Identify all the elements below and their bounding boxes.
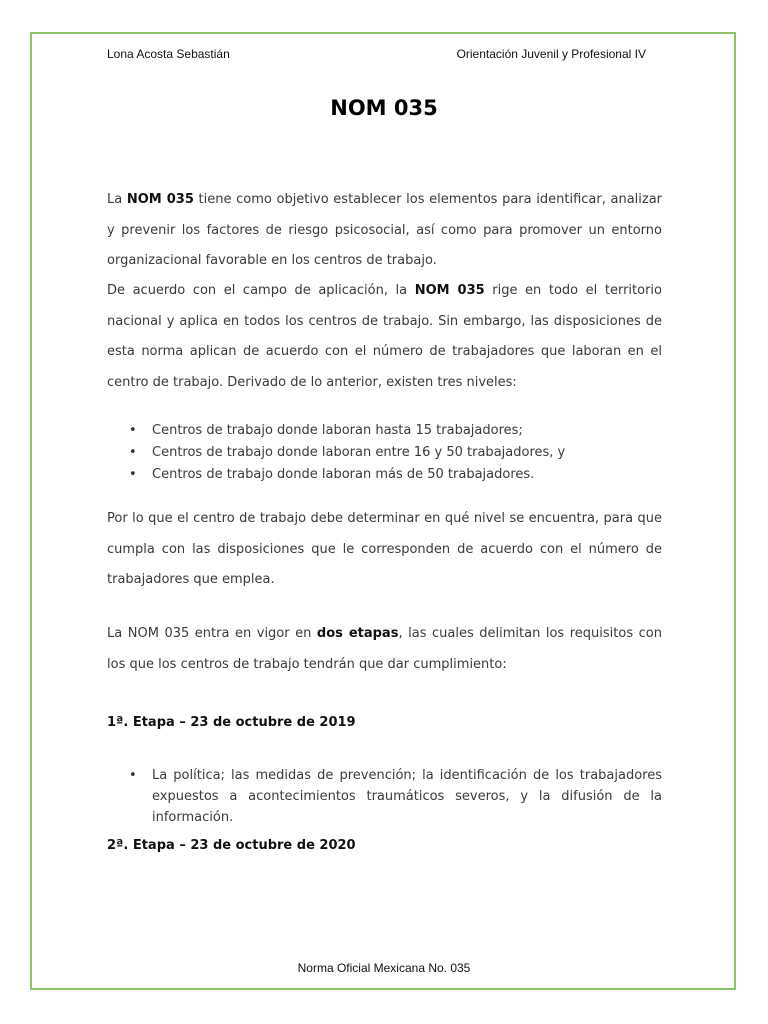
stage1-list [107,765,662,828]
text: , las cuales delimitan los requisitos con los que los centros de trabajo tendrán que dar cumplimiento: [107,626,662,672]
list-item: • Centros de trabajo donde laboran más de 50 trabajadores. [107,464,662,486]
bold-term: NOM 035 [126,192,194,207]
header-course: Orientación Juvenil y Profesional IV [456,47,646,61]
page-footer: Norma Oficial Mexicana No. 035 [297,961,471,975]
paragraph-determine-level [107,504,662,596]
text: La [107,192,127,207]
list-item: • La política; las medidas de prevención; la identificación de los trabajadores expuestos a acontecimientos traumáticos severos, y la difusión de la información. [107,765,662,828]
text: De acuerdo con el campo de aplicación, la [107,283,415,298]
text: rige en todo el territorio nacional y aplica en todos los centros de trabajo. Sin embargo, las disposiciones de esta norma aplican de acuerdo con el número de trabajadores que laboran en el centro de trabajo. Derivado de lo anterior, existen tres niveles: [107,283,662,390]
paragraph-objective [107,185,662,277]
text: Por lo que el centro de trabajo debe determinar en qué nivel se encuentra, para que cumpla con las disposiciones que le corresponden de acuerdo con el número de trabajadores que emplea. [107,511,662,587]
text: tiene como objetivo establecer los elementos para identificar, analizar y prevenir los factores de riesgo psicosocial, así como para promover un entorno organizacional favorable en los centros de trabajo. [107,192,663,268]
bold-term: dos etapas [316,626,399,641]
list-item: • Centros de trabajo donde laboran entre 16 y 50 trabajadores, y [107,442,662,464]
stage1-heading: 1ª. Etapa – 23 de octubre de 2019 [107,715,356,730]
paragraph-scope [107,276,662,398]
text: La NOM 035 entra en vigor en [107,626,317,641]
header-author: Lona Acosta Sebastián [107,47,230,61]
levels-list [107,420,662,486]
list-item: • Centros de trabajo donde laboran hasta 15 trabajadores; [107,420,662,442]
page-header [107,47,646,63]
stage2-heading: 2ª. Etapa – 23 de octubre de 2020 [107,838,356,853]
bold-term: NOM 035 [414,283,485,298]
document-title: NOM 035 [330,96,438,120]
paragraph-stages [107,619,662,680]
